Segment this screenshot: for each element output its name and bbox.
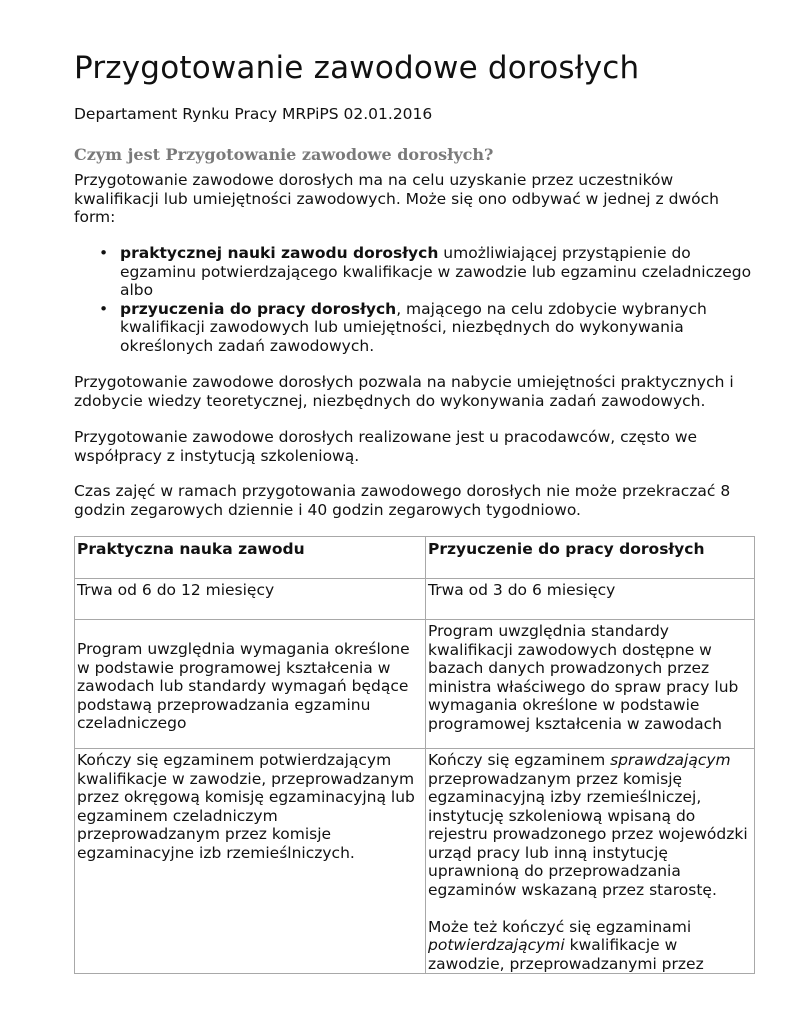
- list-item: [74, 300, 760, 356]
- table-row: [75, 579, 755, 620]
- bullet-text: umożliwiającej przystąpienie do egzaminu potwierdzającego kwalifikacje w zawodzie lub egzaminu czeladniczego albo: [120, 244, 752, 299]
- paragraph: Przygotowanie zawodowe dorosłych pozwala na nabycie umiejętności praktycznych i zdobycie wiedzy teoretycznej, niezbędnych do wykonywania zadań zawodowych.: [74, 373, 734, 410]
- comparison-table: [74, 536, 755, 974]
- table-header-cell: Praktyczna nauka zawodu: [75, 537, 426, 579]
- table-cell: Kończy się egzaminem potwierdzającym kwalifikacje w zawodzie, przeprowadzanym przez okręgową komisję egzaminacyjną lub egzaminem czeladniczym przeprowadzanym przez komisje egzaminacyjne izb rzemieślniczych.: [75, 749, 426, 974]
- cell-text: Kończy się egzaminem: [428, 751, 611, 769]
- table-cell: Trwa od 6 do 12 miesięcy: [75, 579, 426, 620]
- section-heading: Czym jest Przygotowanie zawodowe dorosłych?: [74, 145, 494, 164]
- bullet-bold-text: praktycznej nauki zawodu dorosłych: [120, 244, 439, 262]
- bullet-text: , mającego na celu zdobycie wybranych kwalifikacji zawodowych lub umiejętności, niezbędnych do wykonywania określonych zadań zawodowych.: [120, 299, 707, 355]
- table-row: [75, 749, 755, 974]
- cell-text: przeprowadzanym przez komisję egzaminacyjną izby rzemieślniczej, instytucję szkoleniową wpisaną do rejestru prowadzonego przez wojewódzki urząd pracy lub inną instytucję uprawnioną do przeprowadzania egzaminów wskazaną przez starostę.: [428, 769, 748, 899]
- bullet-icon: •: [99, 244, 109, 262]
- paragraph: Przygotowanie zawodowe dorosłych realizowane jest u pracodawców, często we współpracy z instytucją szkoleniową.: [74, 428, 698, 465]
- forms-bullet-list: [74, 244, 760, 355]
- bullet-bold-text: przyuczenia do pracy dorosłych: [120, 299, 397, 318]
- intro-paragraph: Przygotowanie zawodowe dorosłych ma na celu uzyskanie przez uczestników kwalifikacji lub umiejętności zawodowych. Może się ono odbywać w jednej z dwóch form:: [74, 171, 719, 226]
- table-cell: [75, 620, 426, 749]
- page-title: Przygotowanie zawodowe dorosłych: [74, 50, 640, 86]
- table-header-row: [75, 537, 755, 579]
- cell-text: Może też kończyć się egzaminami: [428, 917, 692, 936]
- cell-italic-text: potwierdzającymi: [428, 936, 565, 954]
- bullet-icon: •: [99, 299, 109, 318]
- cell-text: Program uwzględnia wymagania określone w podstawie programowej kształcenia w zawodach lub standardy wymagań będące podstawą przeprowadzania egzaminu czeladniczego: [77, 640, 410, 732]
- list-item: [74, 244, 760, 300]
- table-header-cell: Przyuczenie do pracy dorosłych: [426, 537, 755, 579]
- cell-italic-text: sprawdzającym: [610, 751, 731, 769]
- document-subtitle: Departament Rynku Pracy MRPiPS 02.01.2016: [74, 105, 433, 123]
- table-cell: Program uwzględnia standardy kwalifikacji zawodowych dostępne w bazach danych prowadzonych przez ministra właściwego do spraw pracy lub wymagania określone w podstawie programowej kształcenia w zawodach: [426, 620, 755, 749]
- paragraph: Czas zajęć w ramach przygotowania zawodowego dorosłych nie może przekraczać 8 godzin zegarowych dziennie i 40 godzin zegarowych tygodniowo.: [74, 482, 731, 519]
- table-row: [75, 620, 755, 749]
- cell-text: kwalifikacje w zawodzie, przeprowadzanymi przez: [428, 936, 704, 973]
- table-cell: [426, 749, 755, 974]
- table-cell: Trwa od 3 do 6 miesięcy: [426, 579, 755, 620]
